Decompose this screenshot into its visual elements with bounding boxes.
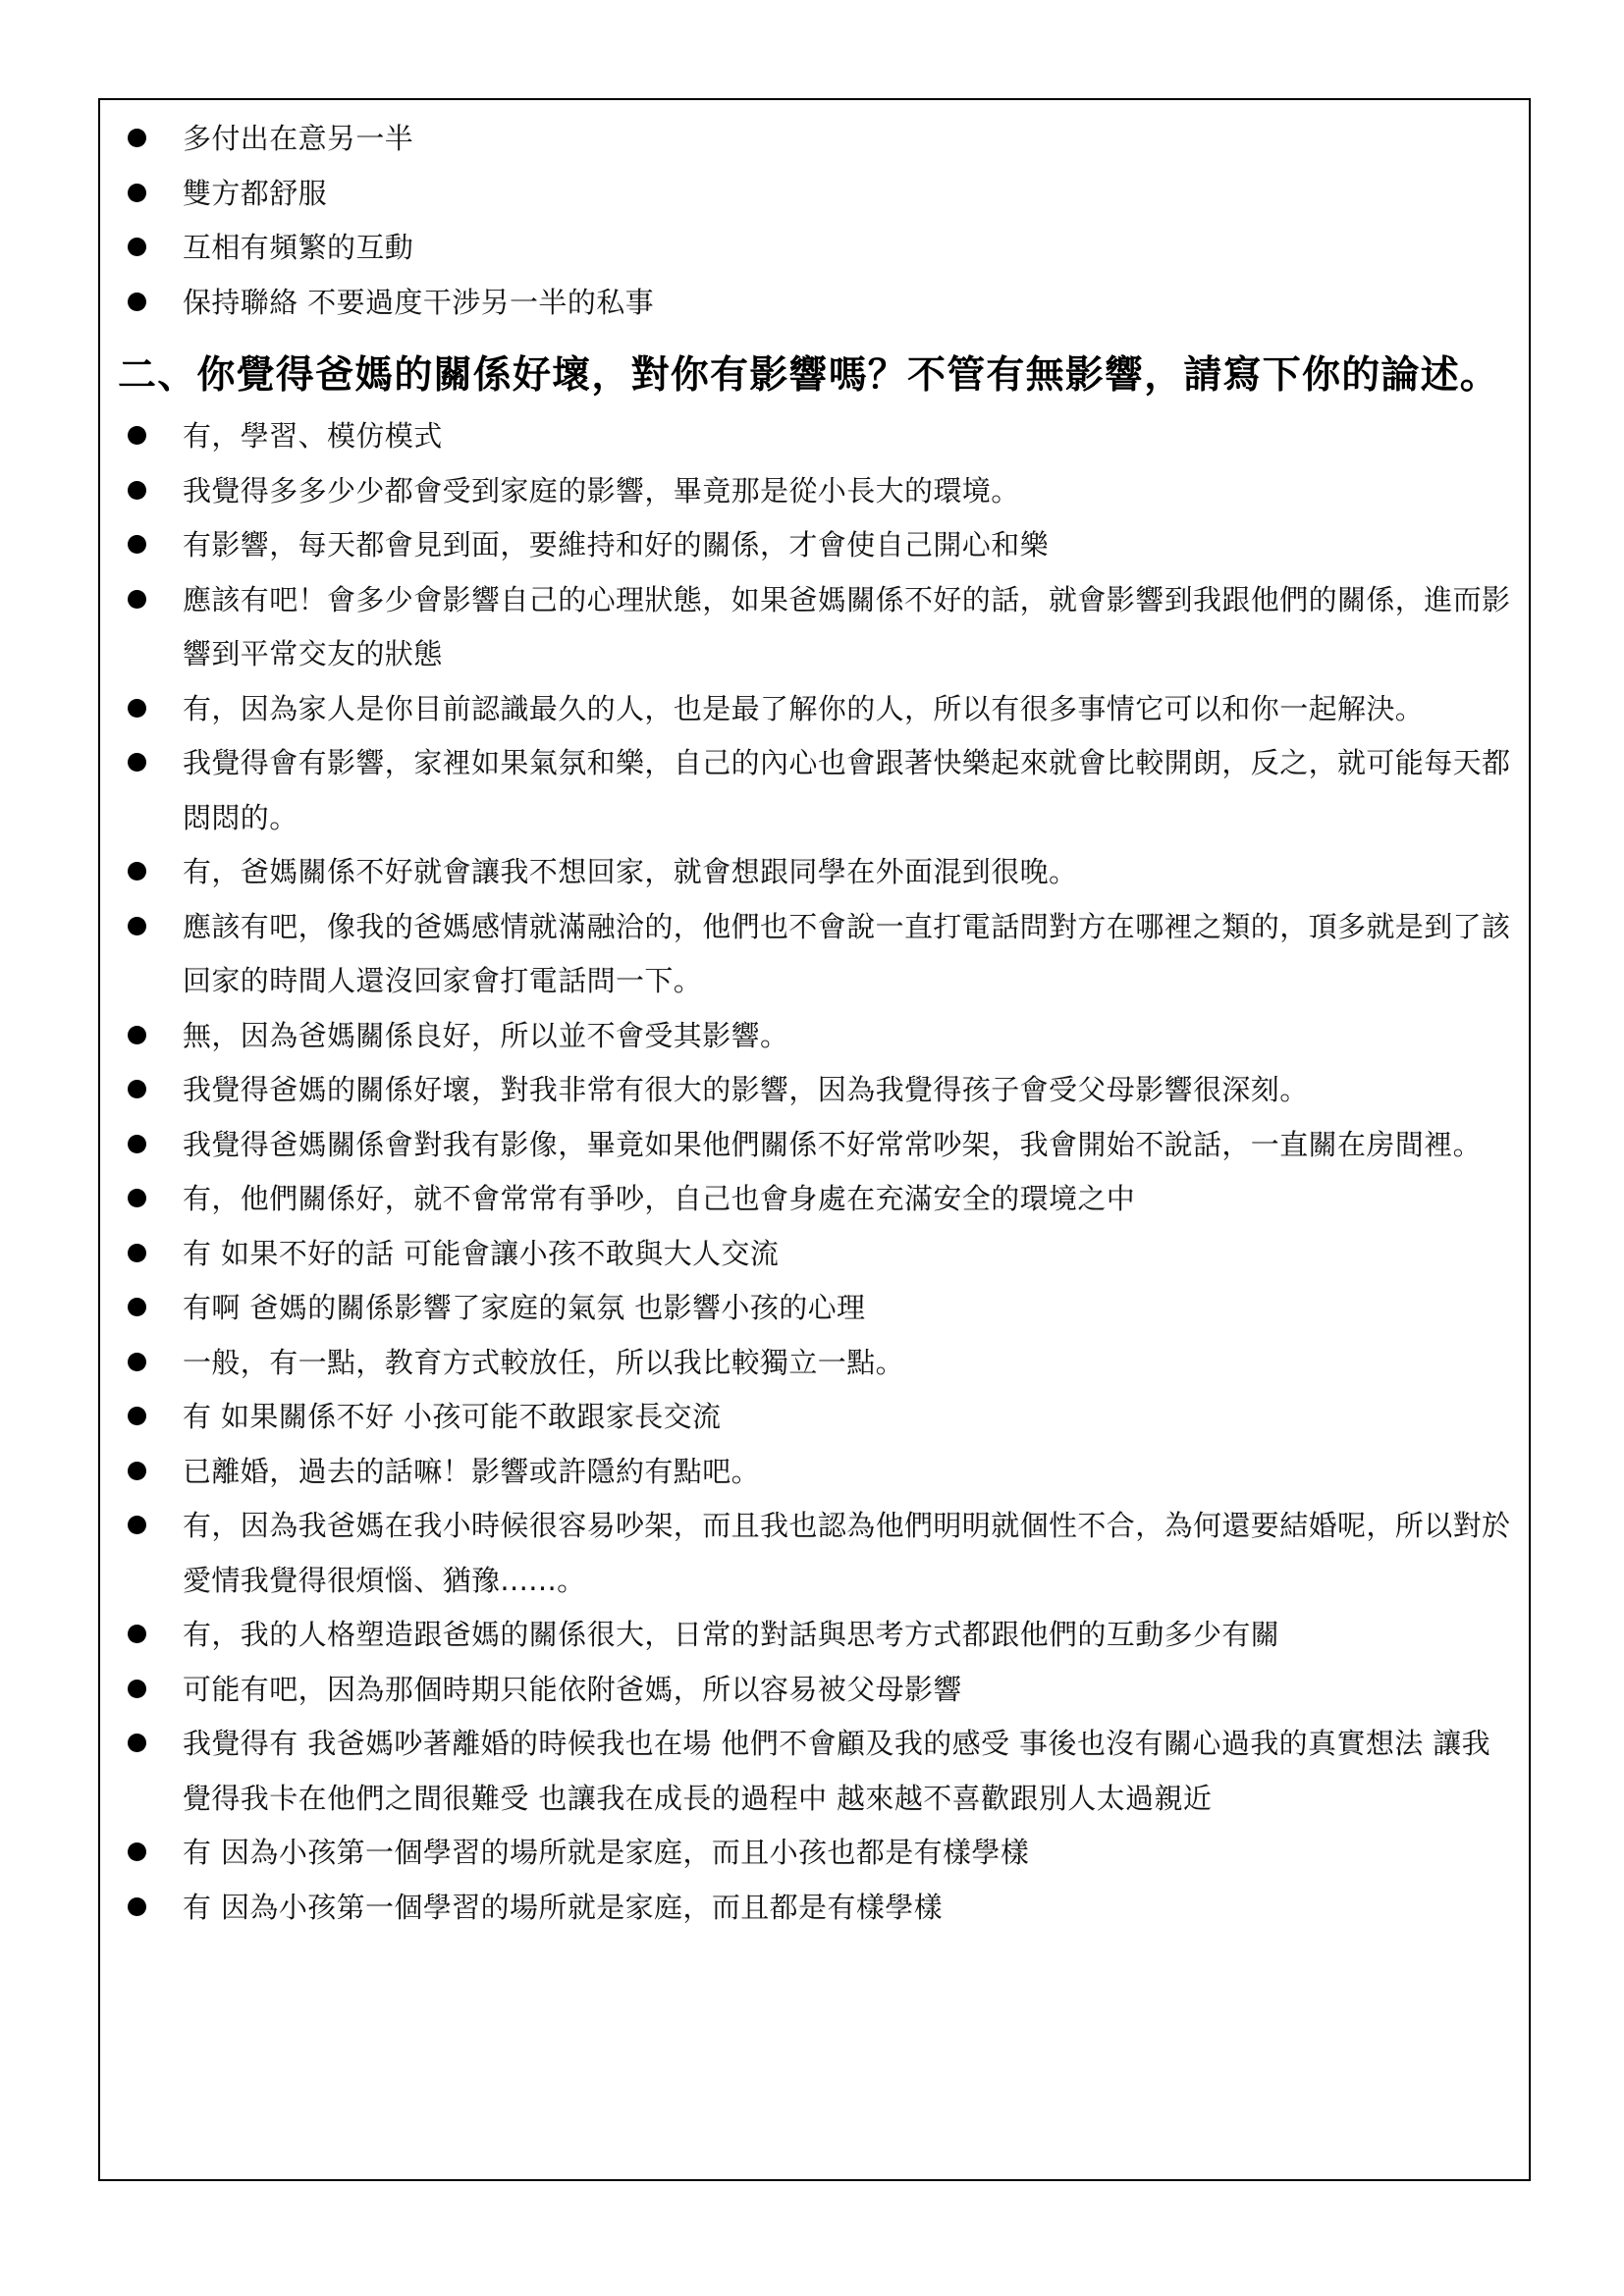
bullet-dot-icon (128, 1407, 146, 1425)
list-item (114, 1663, 1513, 1718)
bullet-dot-icon (128, 753, 146, 772)
list-item-text: 我覺得會有影響，家裡如果氣氛和樂，自己的內心也會跟著快樂起來就會比較開朗，反之，就可能每天都悶悶的。 (183, 746, 1511, 834)
list-item (114, 409, 1513, 464)
bullet-dot-icon (128, 1080, 146, 1098)
list-item (114, 736, 1513, 845)
bullet-dot-icon (128, 481, 146, 500)
bullet-dot-icon (128, 1298, 146, 1316)
bullet-dot-icon (128, 917, 146, 935)
list-item (114, 1336, 1513, 1391)
section-heading: 二、你覺得爸媽的關係好壞，對你有影響嗎？不管有無影響，請寫下你的論述。 (118, 353, 1500, 398)
bullet-dot-icon (128, 293, 146, 311)
bullet-dot-icon (128, 1625, 146, 1643)
list-item-text: 有，他們關係好，就不會常常有爭吵，自己也會身處在充滿安全的環境之中 (183, 1182, 1136, 1215)
list-item-text: 有影響，每天都會見到面，要維持和好的關係，才會使自己開心和樂 (183, 528, 1050, 561)
list-item (114, 900, 1513, 1009)
list-item-text: 一般，有一點，教育方式較放任，所以我比較獨立一點。 (183, 1345, 905, 1379)
list-item (114, 1227, 1513, 1282)
answer-list-top (114, 112, 1513, 330)
list-item (114, 1390, 1513, 1445)
answer-list-section-two (114, 409, 1513, 1935)
bullet-dot-icon (128, 1244, 146, 1262)
list-item-text: 有，因為我爸媽在我小時候很容易吵架，而且我也認為他們明明就個性不合，為何還要結婚呢，所以對於愛情我覺得很煩惱、猶豫......。 (183, 1509, 1511, 1597)
list-item (114, 112, 1513, 167)
bullet-dot-icon (128, 699, 146, 718)
list-item (114, 1172, 1513, 1227)
list-item-text: 互相有頻繁的互動 (183, 231, 414, 264)
page-frame (98, 98, 1531, 2181)
list-item-text: 有 因為小孩第一個學習的場所就是家庭，而且小孩也都是有樣學樣 (183, 1836, 1030, 1869)
bullet-dot-icon (128, 1189, 146, 1207)
list-item-text: 有，因為家人是你目前認識最久的人，也是最了解你的人，所以有很多事情它可以和你一起解決。 (183, 691, 1425, 725)
list-item (114, 1063, 1513, 1118)
list-item-text: 有，爸媽關係不好就會讓我不想回家，就會想跟同學在外面混到很晚。 (183, 855, 1078, 888)
list-item (114, 221, 1513, 276)
bullet-dot-icon (128, 1516, 146, 1534)
bullet-dot-icon (128, 1026, 146, 1044)
list-item (114, 1281, 1513, 1336)
list-item (114, 682, 1513, 737)
list-item-text: 有，學習、模仿模式 (183, 419, 443, 453)
list-item (114, 1881, 1513, 1936)
bullet-dot-icon (128, 1734, 146, 1752)
list-item (114, 518, 1513, 573)
list-item (114, 1499, 1513, 1608)
list-item-text: 可能有吧，因為那個時期只能依附爸媽，所以容易被父母影響 (183, 1672, 962, 1706)
bullet-dot-icon (128, 129, 146, 147)
bullet-dot-icon (128, 1353, 146, 1371)
list-item-text: 有 因為小孩第一個學習的場所就是家庭，而且都是有樣學樣 (183, 1890, 944, 1924)
list-item (114, 1826, 1513, 1881)
bullet-dot-icon (128, 426, 146, 445)
list-item (114, 167, 1513, 222)
bullet-dot-icon (128, 238, 146, 256)
list-item (114, 1608, 1513, 1663)
bullet-dot-icon (128, 590, 146, 609)
list-item-text: 雙方都舒服 (183, 176, 328, 210)
list-item-text: 應該有吧！會多少會影響自己的心理狀態，如果爸媽關係不好的話，就會影響到我跟他們的關係，進而影響到平常交友的狀態 (183, 582, 1511, 670)
list-item (114, 1445, 1513, 1500)
list-item-text: 有 如果不好的話 可能會讓小孩不敢與大人交流 (183, 1236, 780, 1270)
list-item (114, 276, 1513, 331)
list-item (114, 1009, 1513, 1064)
list-item-text: 我覺得多多少少都會受到家庭的影響，畢竟那是從小長大的環境。 (183, 473, 1020, 507)
bullet-dot-icon (128, 1462, 146, 1480)
list-item-text: 應該有吧，像我的爸媽感情就滿融洽的，他們也不會說一直打電話問對方在哪裡之類的，頂多就是到了該回家的時間人還沒回家會打電話問一下。 (183, 909, 1511, 997)
list-item-text: 有，我的人格塑造跟爸媽的關係很大，日常的對話與思考方式都跟他們的互動多少有關 (183, 1618, 1280, 1651)
list-item-text: 無，因為爸媽關係良好，所以並不會受其影響。 (183, 1018, 789, 1052)
bullet-dot-icon (128, 1680, 146, 1698)
bullet-dot-icon (128, 535, 146, 554)
list-item-text: 有 如果關係不好 小孩可能不敢跟家長交流 (183, 1400, 722, 1433)
list-item-text: 保持聯絡 不要過度干涉另一半的私事 (183, 285, 655, 319)
list-item-text: 多付出在意另一半 (183, 122, 414, 155)
list-item-text: 有啊 爸媽的關係影響了家庭的氣氛 也影響小孩的心理 (183, 1291, 866, 1324)
list-item (114, 573, 1513, 682)
list-item-text: 我覺得爸媽的關係好壞，對我非常有很大的影響，因為我覺得孩子會受父母影響很深刻。 (183, 1073, 1309, 1106)
bullet-dot-icon (128, 1897, 146, 1916)
list-item-text: 已離婚，過去的話嘛！影響或許隱約有點吧。 (183, 1454, 761, 1488)
list-item-text: 我覺得有 我爸媽吵著離婚的時候我也在場 他們不會顧及我的感受 事後也沒有關心過我的真實想法 讓我覺得我卡在他們之間很難受 也讓我在成長的過程中 越來越不喜歡跟別人太過親近 (183, 1727, 1491, 1815)
bullet-dot-icon (128, 862, 146, 881)
list-item-text: 我覺得爸媽關係會對我有影像，畢竟如果他們關係不好常常吵架，我會開始不說話，一直關在房間裡。 (183, 1127, 1483, 1161)
list-item (114, 464, 1513, 519)
list-item (114, 845, 1513, 900)
list-item (114, 1717, 1513, 1826)
bullet-dot-icon (128, 1135, 146, 1153)
list-item (114, 1118, 1513, 1173)
bullet-dot-icon (128, 184, 146, 202)
bullet-dot-icon (128, 1842, 146, 1861)
